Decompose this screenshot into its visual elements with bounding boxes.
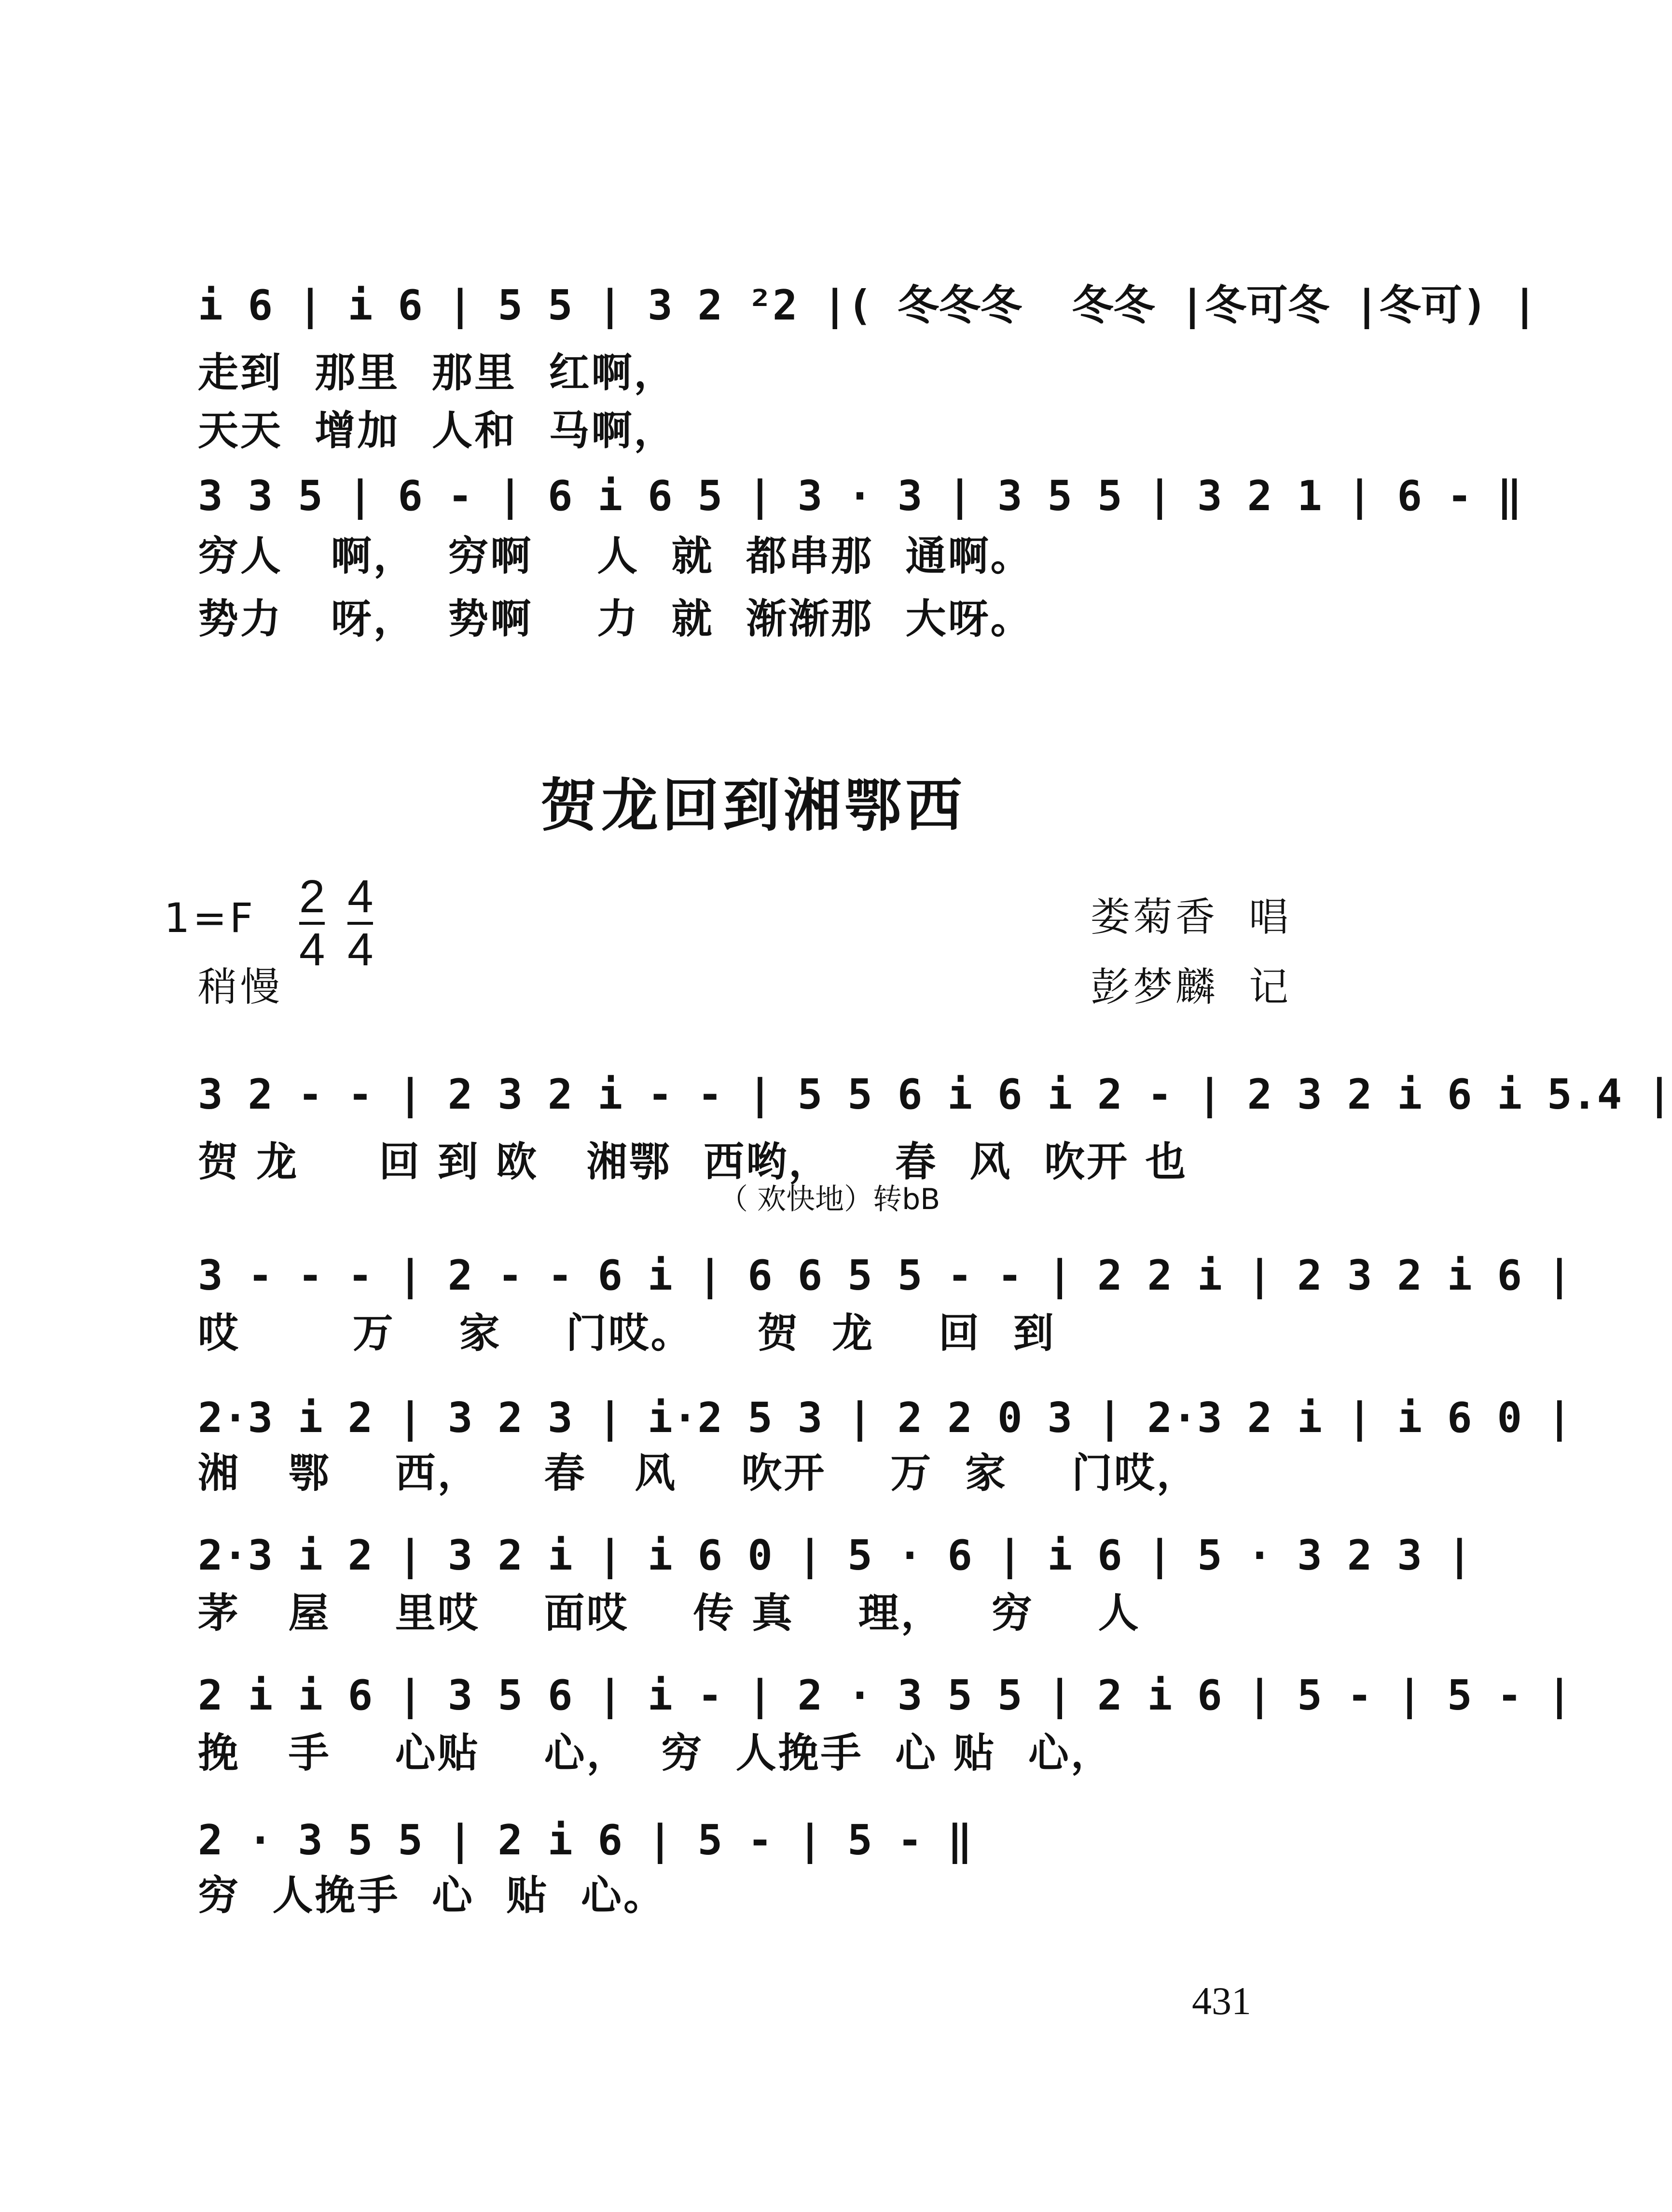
- notation-line-2: 3 - - - | 2 - - 6 i | 6 6 5 5 - - | 2 2 i | 2 3 2 i 6 |: [198, 1252, 1572, 1300]
- lyric-line-prev-2a: 穷人 啊， 穷啊 人 就 都串那 通啊。: [198, 532, 1033, 580]
- lyric-line-4: 茅 屋 里哎 面哎 传 真 理， 穷 人: [198, 1589, 1141, 1637]
- lyric-line-prev-1a: 走到 那里 那里 红啊，: [198, 349, 677, 396]
- page-number: 431: [1192, 1979, 1251, 2023]
- notation-line-prev-1: i 6 | i 6 | 5 5 | 3 2 ²2 |( 冬冬冬 冬冬 |冬可冬 |冬可) |: [198, 281, 1537, 330]
- lyric-line-1: 贺 龙 回 到 欧 湘鄂 西哟， 春 风 吹开 也: [198, 1138, 1188, 1185]
- notation-line-5: 2 i i 6 | 3 5 6 | i - | 2 · 3 5 5 | 2 i 6 | 5 - | 5 - |: [198, 1671, 1572, 1720]
- lyric-line-3: 湘 鄂 西， 春 风 吹开 万 家 门哎，: [198, 1449, 1199, 1497]
- key-signature: 1=F: [164, 894, 256, 942]
- lyric-line-6: 穷 人挽手 心 贴 心。: [198, 1872, 666, 1919]
- lyric-line-5: 挽 手 心贴 心， 穷 人挽手 心 贴 心，: [198, 1729, 1113, 1777]
- notation-line-3: 2·3 i 2 | 3 2 3 | i·2 5 3 | 2 2 0 3 | 2·3 2 i | i 6 0 |: [198, 1394, 1572, 1442]
- lyric-line-2: 哎 万 家 门哎。 贺 龙 回 到: [198, 1309, 1056, 1357]
- singer-credit: 娄菊香 唱: [1091, 894, 1292, 940]
- notation-line-1: 3 2 - - | 2 3 2 i - - | 5 5 6 i 6 i 2 - | 2 3 2 i 6 i 5.4 |: [198, 1071, 1672, 1119]
- lyric-line-prev-2b: 势力 呀， 势啊 力 就 渐渐那 大呀。: [198, 595, 1033, 642]
- song-title: 贺龙回到湘鄂西: [540, 772, 967, 839]
- tempo-marking: 稍慢: [198, 964, 283, 1010]
- recorder-credit: 彭梦麟 记: [1091, 964, 1292, 1010]
- tempo-change: （ 欢快地）转bB: [719, 1183, 940, 1216]
- time-signature: 2 4 4 4: [299, 871, 373, 975]
- notation-line-6: 2 · 3 5 5 | 2 i 6 | 5 - | 5 - ‖: [198, 1816, 973, 1864]
- notation-line-prev-2: 3 3 5 | 6 - | 6 i 6 5 | 3 · 3 | 3 5 5 | 3 2 1 | 6 - ‖: [198, 472, 1522, 520]
- lyric-line-prev-1b: 天天 增加 人和 马啊，: [198, 407, 677, 454]
- notation-line-4: 2·3 i 2 | 3 2 i | i 6 0 | 5 · 6 | i 6 | 5 · 3 2 3 |: [198, 1531, 1472, 1580]
